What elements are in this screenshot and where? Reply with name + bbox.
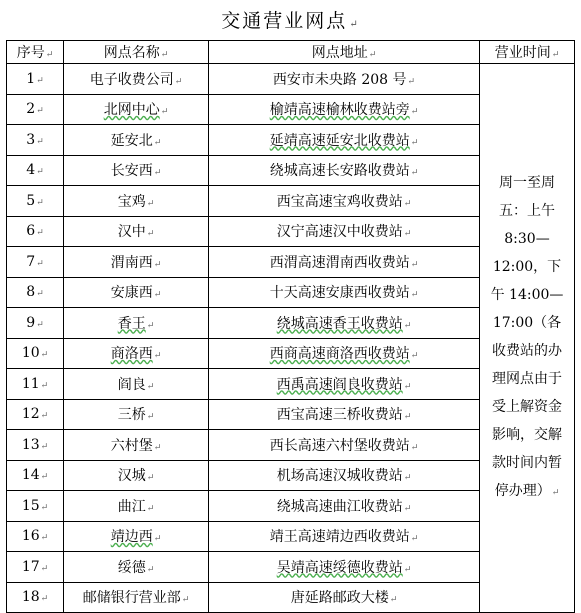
cell-index [7,125,64,156]
cell-index-text: 14 [21,467,40,484]
cell-outlet-address-text: 靖王高速靖边西收费站 [269,529,410,546]
return-mark: ↵ [153,290,162,301]
return-mark: ↵ [40,502,49,513]
return-mark: ↵ [403,320,412,331]
cell-outlet-name [64,308,209,339]
return-mark: ↵ [40,472,49,483]
header-index-label: 序号 [16,45,45,61]
cell-outlet-address-text: 十天高速安康西收费站 [269,285,410,302]
paragraph-return-mark: ↵ [349,19,360,30]
cell-outlet-name [64,247,209,278]
cell-outlet-address [209,94,480,125]
return-mark: ↵ [410,534,419,545]
cell-outlet-address [209,216,480,247]
return-mark: ↵ [410,259,419,270]
cell-outlet-name [64,582,209,613]
cell-outlet-address-text: 汉宁高速汉中收费站 [276,224,403,241]
cell-index-text: 17 [21,558,40,575]
cell-outlet-address-text: 西禹高速阎良收费站 [276,376,403,393]
cell-outlet-address-text: 机场高速汉城收费站 [276,468,403,485]
cell-index [7,247,64,278]
outlets-table [6,40,575,613]
cell-outlet-address-text: 西商高速商洛西收费站 [269,346,410,363]
cell-outlet-name-text: 渭南西 [110,254,153,271]
cell-outlet-address [209,338,480,369]
return-mark: ↵ [410,351,419,362]
return-mark: ↵ [551,488,560,498]
cell-outlet-name-text: 延安北 [110,132,153,149]
return-mark: ↵ [181,595,190,606]
return-mark: ↵ [410,137,419,148]
return-mark: ↵ [40,441,49,452]
cell-outlet-name [64,369,209,400]
return-mark: ↵ [146,564,155,575]
cell-outlet-address [209,308,480,339]
cell-outlet-name-text: 阎良 [117,376,146,393]
document-title [0,6,581,33]
cell-outlet-name-text: 电子收费公司 [89,71,174,88]
cell-outlet-name-text: 北网中心 [103,102,160,119]
cell-outlet-address [209,552,480,583]
business-hours-text: 周一至周五：上午 8:30—12:00，下午 14:00—17:00（各收费站的办理网点由于受上解资金影响，交解款时间内暂停办理） [490,175,564,499]
return-mark: ↵ [551,50,560,60]
cell-index-text: 12 [21,406,40,423]
cell-business-hours [480,64,575,613]
cell-outlet-name [64,216,209,247]
cell-outlet-address-text: 西安市未央路 208 号 [272,71,407,88]
return-mark: ↵ [153,351,162,362]
cell-index [7,491,64,522]
header-name [64,41,209,64]
cell-index-text: 6 [26,223,36,240]
table-row [7,64,575,95]
cell-index-text: 4 [26,162,36,179]
header-name-label: 网点名称 [103,45,160,61]
cell-outlet-name [64,338,209,369]
cell-outlet-address [209,521,480,552]
return-mark: ↵ [36,228,44,239]
return-mark: ↵ [410,168,419,179]
cell-outlet-name [64,125,209,156]
cell-outlet-name-text: 绥德 [117,559,146,576]
cell-index [7,155,64,186]
cell-outlet-address-text: 绕城高速曲江收费站 [276,498,403,515]
cell-outlet-name-text: 长安西 [110,163,153,180]
return-mark: ↵ [410,290,419,301]
cell-outlet-name-text: 汉中 [117,224,146,241]
return-mark: ↵ [389,595,398,606]
return-mark: ↵ [146,503,155,514]
cell-index [7,94,64,125]
cell-outlet-address-text: 延靖高速延安北收费站 [269,132,410,149]
cell-outlet-address [209,277,480,308]
cell-outlet-address-text: 绕城高速长安路收费站 [269,163,410,180]
cell-outlet-address-text: 榆靖高速榆林收费站旁 [269,102,410,119]
document-title-text: 交通营业网点 [221,10,348,32]
return-mark: ↵ [403,564,412,575]
cell-index-text: 18 [21,589,40,606]
return-mark: ↵ [174,76,183,87]
return-mark: ↵ [368,50,377,60]
cell-outlet-address [209,64,480,95]
return-mark: ↵ [36,197,44,208]
cell-outlet-name [64,155,209,186]
cell-outlet-address-text: 唐延路邮政大楼 [290,590,389,607]
return-mark: ↵ [36,136,44,147]
return-mark: ↵ [153,534,162,545]
cell-outlet-address [209,491,480,522]
return-mark: ↵ [153,137,162,148]
cell-index-text: 16 [21,528,40,545]
cell-index [7,460,64,491]
cell-outlet-name-text: 六村堡 [110,437,153,454]
return-mark: ↵ [407,76,416,87]
cell-index-text: 15 [21,497,40,514]
return-mark: ↵ [40,350,49,361]
return-mark: ↵ [403,381,412,392]
cell-outlet-name-text: 宝鸡 [117,193,146,210]
cell-outlet-name [64,399,209,430]
cell-outlet-address-text: 西长高速六村堡收费站 [269,437,410,454]
return-mark: ↵ [36,258,44,269]
cell-outlet-address [209,125,480,156]
cell-outlet-address-text: 吴靖高速绥德收费站 [276,559,403,576]
return-mark: ↵ [403,412,412,423]
cell-index-text: 13 [21,436,40,453]
cell-outlet-address [209,430,480,461]
return-mark: ↵ [403,473,412,484]
cell-index [7,521,64,552]
return-mark: ↵ [40,411,49,422]
header-address [209,41,480,64]
return-mark: ↵ [403,503,412,514]
cell-index-text: 5 [26,192,36,209]
cell-index [7,582,64,613]
return-mark: ↵ [146,229,155,240]
cell-outlet-address [209,155,480,186]
cell-outlet-name-text: 靖边西 [110,529,153,546]
return-mark: ↵ [36,167,44,178]
cell-index [7,186,64,217]
return-mark: ↵ [40,563,49,574]
cell-outlet-name [64,277,209,308]
cell-outlet-address-text: 西宝高速三桥收费站 [276,407,403,424]
cell-index [7,64,64,95]
cell-outlet-address [209,186,480,217]
cell-index [7,277,64,308]
return-mark: ↵ [160,50,169,60]
cell-outlet-name [64,186,209,217]
cell-index-text: 11 [21,375,40,392]
cell-outlet-name [64,430,209,461]
cell-outlet-name [64,552,209,583]
cell-outlet-address [209,399,480,430]
return-mark: ↵ [36,106,44,117]
cell-outlet-address [209,247,480,278]
cell-outlet-address-text: 西渭高速渭南西收费站 [269,254,410,271]
cell-index-text: 9 [26,314,36,331]
return-mark: ↵ [146,320,155,331]
return-mark: ↵ [40,380,49,391]
return-mark: ↵ [146,412,155,423]
return-mark: ↵ [36,75,44,86]
return-mark: ↵ [146,198,155,209]
return-mark: ↵ [153,259,162,270]
cell-outlet-address-text: 绕城高速香王收费站 [276,315,403,332]
cell-index [7,216,64,247]
return-mark: ↵ [36,319,44,330]
return-mark: ↵ [146,473,155,484]
cell-outlet-name-text: 商洛西 [110,346,153,363]
cell-outlet-name [64,460,209,491]
cell-outlet-name [64,64,209,95]
return-mark: ↵ [146,381,155,392]
return-mark: ↵ [410,442,419,453]
cell-index-text: 7 [26,253,36,270]
return-mark: ↵ [40,533,49,544]
header-index [7,41,64,64]
return-mark: ↵ [153,442,162,453]
cell-outlet-name-text: 邮储银行营业部 [82,590,181,607]
cell-outlet-name [64,521,209,552]
return-mark: ↵ [45,50,54,60]
cell-index [7,308,64,339]
cell-index [7,399,64,430]
cell-outlet-name-text: 安康西 [110,285,153,302]
cell-outlet-name-text: 香王 [117,315,146,332]
header-hours-label: 营业时间 [494,45,551,61]
table-header-row [7,41,575,64]
cell-outlet-name-text: 汉城 [117,468,146,485]
cell-outlet-name [64,491,209,522]
return-mark: ↵ [153,168,162,179]
cell-index [7,430,64,461]
return-mark: ↵ [403,229,412,240]
cell-index-text: 2 [26,101,36,118]
return-mark: ↵ [403,198,412,209]
cell-index-text: 8 [26,284,36,301]
cell-index [7,369,64,400]
return-mark: ↵ [36,289,44,300]
cell-index-text: 10 [21,345,40,362]
header-address-label: 网点地址 [311,45,368,61]
cell-index [7,338,64,369]
cell-index-text: 1 [26,70,36,87]
cell-outlet-name-text: 三桥 [117,407,146,424]
cell-index [7,552,64,583]
cell-outlet-address [209,582,480,613]
return-mark: ↵ [40,594,49,605]
cell-outlet-address-text: 西宝高速宝鸡收费站 [276,193,403,210]
cell-outlet-name [64,94,209,125]
return-mark: ↵ [410,107,419,118]
return-mark: ↵ [160,107,169,118]
cell-outlet-address [209,369,480,400]
cell-index-text: 3 [26,131,36,148]
header-hours [480,41,575,64]
cell-outlet-name-text: 曲江 [117,498,146,515]
cell-outlet-address [209,460,480,491]
